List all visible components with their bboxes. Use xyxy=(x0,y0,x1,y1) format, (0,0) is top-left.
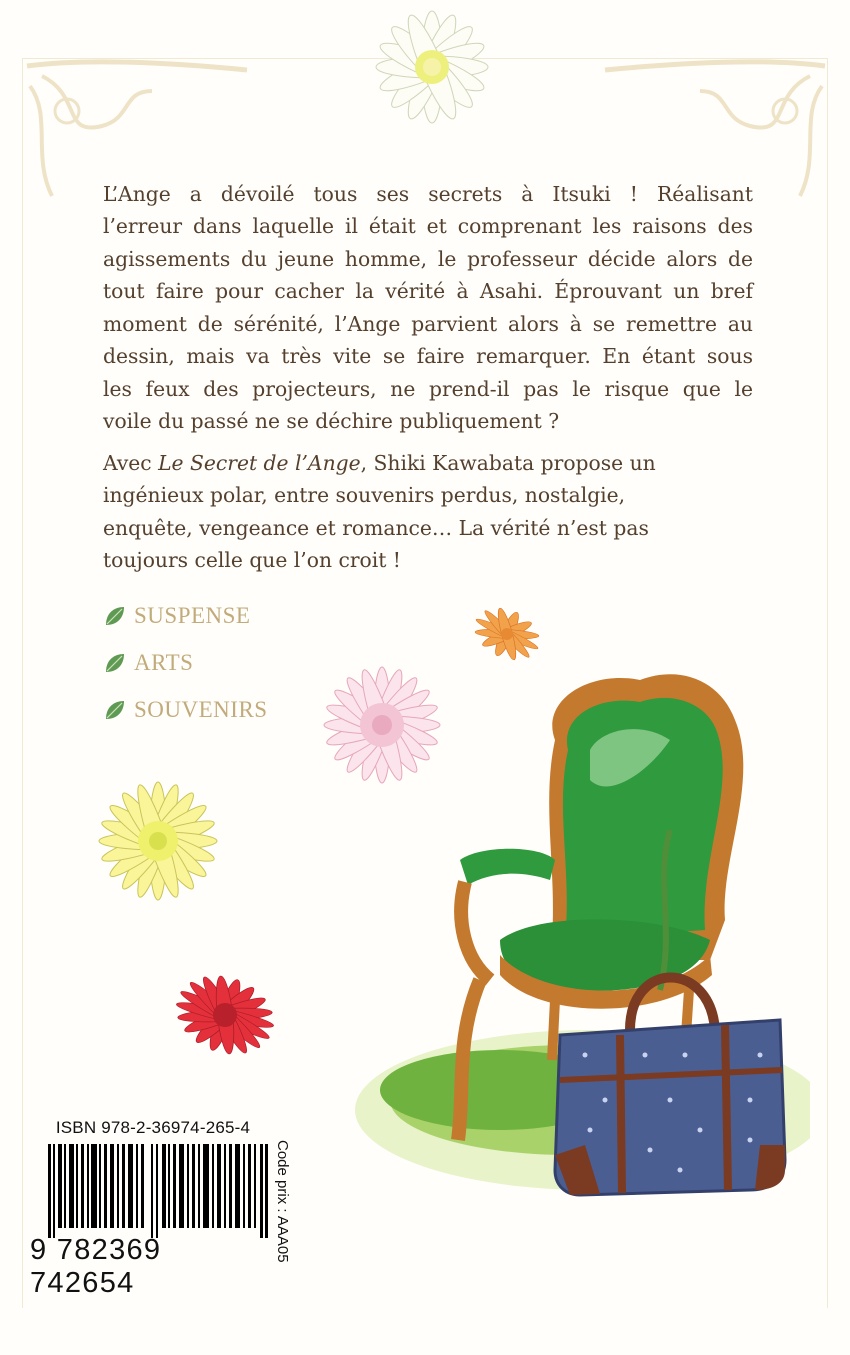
price-code: Code prix : AAA05 xyxy=(274,1140,291,1263)
synopsis-line: voile du passé ne se déchire publiquement ? xyxy=(103,409,560,433)
pitch-line: , Shiki Kawabata propose un xyxy=(360,451,656,475)
synopsis-line: l’erreur dans laquelle il était et comprenant les raisons des xyxy=(103,214,753,238)
leaf-icon xyxy=(104,652,126,674)
pitch-prefix: Avec xyxy=(103,451,159,475)
red-flower-icon xyxy=(170,970,280,1060)
barcode-digits: 9 782369 742654 xyxy=(30,1234,162,1299)
genre-tag xyxy=(104,686,268,733)
synopsis-line: moment de sérénité, l’Ange parvient alors à se remettre au xyxy=(103,312,753,336)
white-daisy-icon xyxy=(366,4,498,130)
genre-tag-label: SOUVENIRS xyxy=(134,696,268,722)
synopsis-line: L’Ange a dévoilé tous ses secrets à Itsuki ! Réalisant xyxy=(103,182,753,206)
genre-tag xyxy=(104,639,268,686)
leaf-icon xyxy=(104,699,126,721)
synopsis-line: dessin, mais va très vite se faire remarquer. En étant sous xyxy=(103,344,753,368)
genre-tag-label: ARTS xyxy=(134,649,194,675)
pitch-line: enquête, vengeance et romance… La vérité n’est pas xyxy=(103,515,649,540)
leaf-icon xyxy=(104,605,126,627)
isbn-label: ISBN 978-2-36974-265-4 xyxy=(55,1118,251,1137)
synopsis-line: tout faire pour cacher la vérité à Asahi. Éprouvant un bref xyxy=(103,279,753,303)
yellow-flower-icon xyxy=(96,778,220,904)
synopsis-line: les feux des projecteurs, ne prend-il pas le risque que le xyxy=(103,377,753,401)
genre-tag-label: SUSPENSE xyxy=(134,602,251,628)
chair-and-bag-illustration xyxy=(340,660,810,1220)
pitch-line: ingénieux polar, entre souvenirs perdus, nostalgie, xyxy=(103,483,626,508)
synopsis-line: agissements du jeune homme, le professeur décide alors de xyxy=(103,247,753,271)
pitch-paragraph xyxy=(103,447,733,577)
genre-tag xyxy=(104,592,268,639)
orange-flower-icon xyxy=(466,602,548,666)
pitch-line: toujours celle que l’on croit ! xyxy=(103,548,401,573)
genre-tags xyxy=(104,592,268,733)
barcode xyxy=(48,1144,268,1238)
book-title: Le Secret de l’Ange xyxy=(158,451,361,475)
